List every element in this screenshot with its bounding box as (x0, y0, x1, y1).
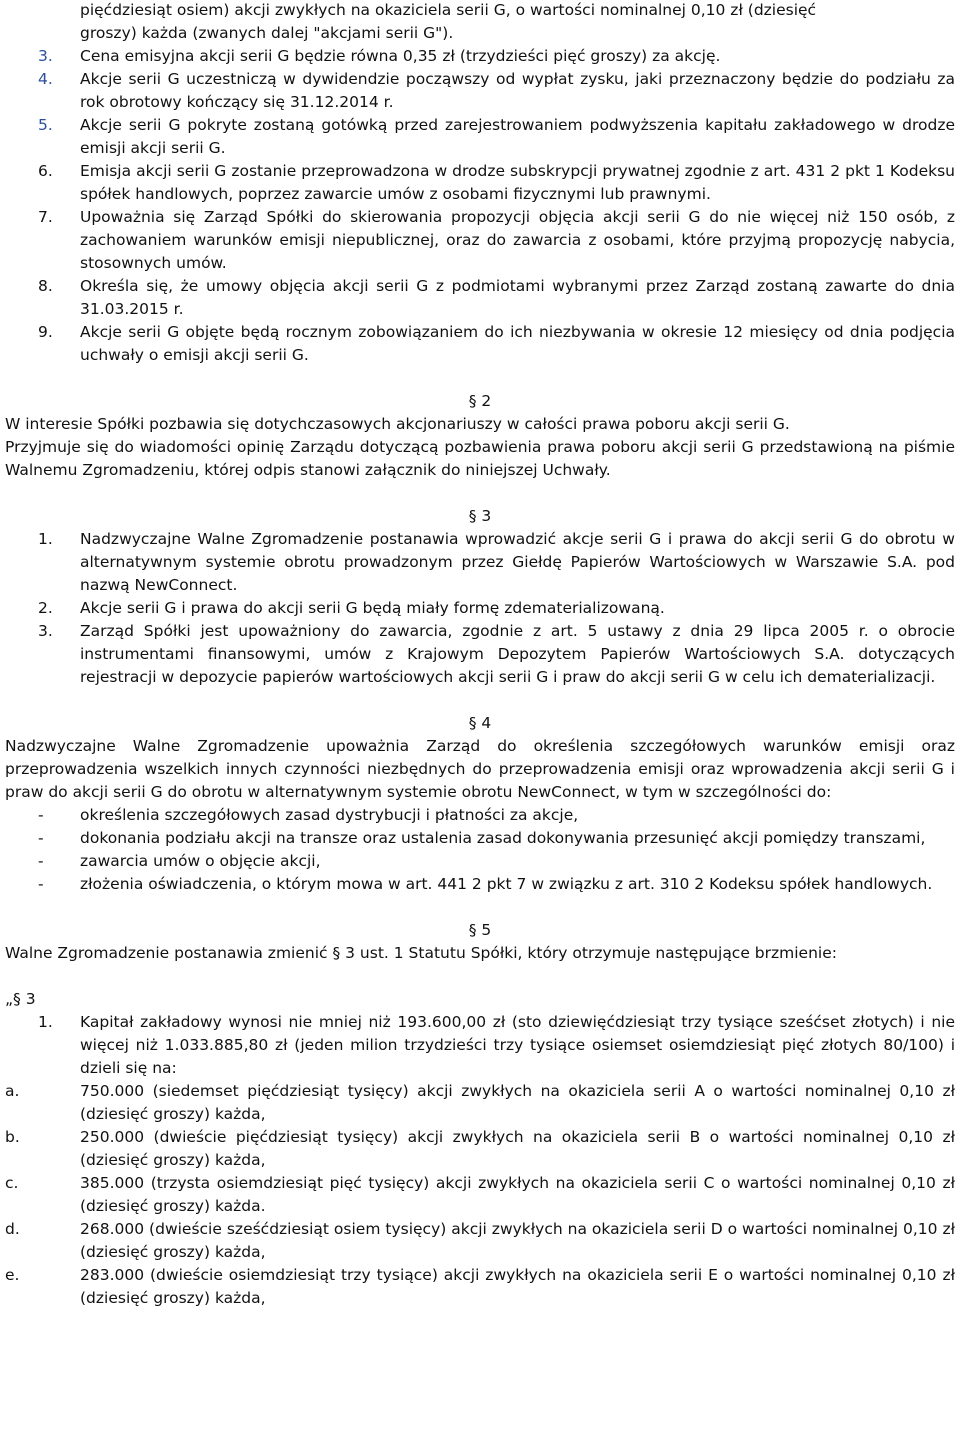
list-item-3 (5, 45, 955, 68)
dash-item-text: określenia szczegółowych zasad dystrybucji i płatności za akcje, (80, 806, 579, 824)
item-text: Emisja akcji serii G zostanie przeprowadzona w drodze subskrypcji prywatnej zgodnie z art. 431 2 pkt 1 Kodeksu spółek handlowych, poprzez zawarcie umów z osobami fizycznymi lub prawnymi. (80, 162, 955, 203)
section-2-paragraph-2: Przyjmuje się do wiadomości opinię Zarządu dotyczącą pozbawienia prawa poboru akcji serii G przedstawioną na piśmie Walnemu Zgromadzeniu, której odpis stanowi załącznik do niniejszej Uchwały. (5, 438, 955, 479)
section-3-item-2 (5, 597, 955, 620)
section-heading-5 (5, 919, 955, 942)
item-text: Nadzwyczajne Walne Zgromadzenie postanawia wprowadzić akcje serii G i prawa do akcji serii G do obrotu w alternatywnym systemie obrotu prowadzonym przez Giełdę Papierów Wartościowych w Warszawie S.A. pod nazwą NewConnect. (80, 530, 955, 594)
list-item-5 (5, 114, 955, 160)
section-heading-4 (5, 712, 955, 735)
item-text: Kapitał zakładowy wynosi nie mniej niż 193.600,00 zł (sto dziewięćdziesiąt trzy tysiące sześćset złotych) i nie więcej niż 1.033.885,80 zł (jeden milion trzydzieści trzy tysiące osiemset osiemdziesiąt pięć złotych 80/100) i dzieli się na: (80, 1013, 955, 1077)
letter-label: e. (5, 1266, 20, 1284)
statute-letter-item-b (5, 1126, 955, 1172)
dash-item: - złożenia oświadczenia, o którym mowa w art. 441 2 pkt 7 w związku z art. 310 2 Kodeksu spółek handlowych. (38, 875, 933, 893)
item-number: 9. (38, 323, 53, 341)
item-number: 3. (38, 622, 53, 640)
item-text: Akcje serii G objęte będą rocznym zobowiązaniem do ich niezbywania w okresie 12 miesięcy od dnia podjęcia uchwały o emisji akcji serii G. (80, 323, 955, 364)
section-mark: § (468, 921, 477, 939)
section-3-item-1 (5, 528, 955, 597)
item-number: 6. (38, 162, 53, 180)
letter-text: 750.000 (siedemset pięćdziesiąt tysięcy) akcji zwykłych na okaziciela serii A o wartości nominalnej 0,10 zł (dziesięć groszy) każda, (80, 1082, 955, 1123)
statute-letter-item-d (5, 1218, 955, 1264)
item-number: 5. (38, 116, 53, 134)
letter-text: 268.000 (dwieście sześćdziesiąt osiem tysięcy) akcji zwykłych na okaziciela serii D o wartości nominalnej 0,10 zł (dziesięć groszy) każda, (80, 1220, 955, 1261)
section-mark: § (468, 392, 477, 410)
item-number: 1. (38, 530, 53, 548)
item-text: Cena emisyjna akcji serii G będzie równa 0,35 zł (trzydzieści pięć groszy) za akcję. (80, 47, 721, 65)
section-number: 5 (481, 921, 492, 939)
continuation-line-2: groszy) każda (zwanych dalej "akcjami serii G"). (80, 24, 454, 42)
section-number: 3 (481, 507, 492, 525)
item-number: 3. (38, 47, 53, 65)
statute-item-1 (5, 1011, 955, 1080)
dash-item: - zawarcia umów o objęcie akcji, (38, 852, 321, 870)
section-heading-2 (5, 390, 955, 413)
statute-letter-item-e (5, 1264, 955, 1310)
list-item-6 (5, 160, 955, 206)
list-item-7 (5, 206, 955, 275)
item-text: Upoważnia się Zarząd Spółki do skierowania propozycji objęcia akcji serii G do nie więcej niż 150 osób, z zachowaniem warunków emisji niepublicznej, oraz do zawarcia z osobami, które przyjmą propozycję nabycia, stosownych umów. (80, 208, 955, 272)
quoted-statute-heading: „§ 3 (5, 990, 36, 1008)
item-text: Akcje serii G pokryte zostaną gotówką przed zarejestrowaniem podwyższenia kapitału zakładowego w drodze emisji akcji serii G. (80, 116, 955, 157)
item-text: Zarząd Spółki jest upoważniony do zawarcia, zgodnie z art. 5 ustawy z dnia 29 lipca 2005 r. o obrocie instrumentami finansowymi, umów z Krajowym Depozytem Papierów Wartościowych S.A. dotyczących rejestracji w depozycie papierów wartościowych akcji serii G i praw do akcji serii G w celu ich dematerializacji. (80, 622, 955, 686)
item-number: 2. (38, 599, 53, 617)
section-3-item-3 (5, 620, 955, 689)
letter-text: 385.000 (trzysta osiemdziesiąt pięć tysięcy) akcji zwykłych na okaziciela serii C o wartości nominalnej 0,10 zł (dziesięć groszy) każda. (80, 1174, 955, 1215)
dash-item: - dokonania podziału akcji na transze oraz ustalenia zasad dokonywania przesunięć akcji pomiędzy transzami, (38, 829, 926, 847)
dash-item-text: dokonania podziału akcji na transze oraz ustalenia zasad dokonywania przesunięć akcji pomiędzy transzami, (80, 829, 926, 847)
section-4-intro: Nadzwyczajne Walne Zgromadzenie upoważnia Zarząd do określenia szczegółowych warunków emisji oraz przeprowadzenia wszelkich innych czynności niezbędnych do przeprowadzenia emisji oraz wprowadzenia akcji serii G i praw do akcji serii G do obrotu w alternatywnym systemie obrotu NewConnect, w tym w szczególności do: (5, 737, 955, 801)
section-heading-3 (5, 505, 955, 528)
letter-text: 283.000 (dwieście osiemdziesiąt trzy tysiące) akcji zwykłych na okaziciela serii E o wartości nominalnej 0,10 zł (dziesięć groszy) każda, (80, 1266, 955, 1307)
section-2-paragraph-1: W interesie Spółki pozbawia się dotychczasowych akcjonariuszy w całości prawa poboru akcji serii G. (5, 415, 790, 433)
document-page (5, 0, 955, 1310)
list-item-9 (5, 321, 955, 367)
section-mark: § (468, 507, 477, 525)
section-number: 4 (481, 714, 492, 732)
list-item-8 (5, 275, 955, 321)
letter-label: c. (5, 1174, 19, 1192)
letter-label: b. (5, 1128, 20, 1146)
continuation-line-1: pięćdziesiąt osiem) akcji zwykłych na okaziciela serii G, o wartości nominalnej 0,10 zł (dziesięć (80, 1, 817, 19)
letter-text: 250.000 (dwieście pięćdziesiąt tysięcy) akcji zwykłych na okaziciela serii B o wartości nominalnej 0,10 zł (dziesięć groszy) każda, (80, 1128, 955, 1169)
dash-item-text: zawarcia umów o objęcie akcji, (80, 852, 321, 870)
list-item-4 (5, 68, 955, 114)
item-number: 7. (38, 208, 53, 226)
dash-item: - określenia szczegółowych zasad dystrybucji i płatności za akcje, (38, 806, 579, 824)
item-number: 8. (38, 277, 53, 295)
item-text: Akcje serii G uczestniczą w dywidendzie począwszy od wypłat zysku, jaki przeznaczony będzie do podziału za rok obrotowy kończący się 31.12.2014 r. (80, 70, 955, 111)
list-item (5, 0, 955, 45)
item-number: 1. (38, 1013, 53, 1031)
item-text: Określa się, że umowy objęcia akcji serii G z podmiotami wybranymi przez Zarząd zostaną zawarte do dnia 31.03.2015 r. (80, 277, 955, 318)
section-number: 2 (481, 392, 492, 410)
letter-label: a. (5, 1082, 20, 1100)
statute-letter-item-a (5, 1080, 955, 1126)
section-mark: § (468, 714, 477, 732)
section-5-intro: Walne Zgromadzenie postanawia zmienić § 3 ust. 1 Statutu Spółki, który otrzymuje następujące brzmienie: (5, 944, 837, 962)
statute-letter-item-c (5, 1172, 955, 1218)
item-text: Akcje serii G i prawa do akcji serii G będą miały formę zdematerializowaną. (80, 599, 665, 617)
letter-label: d. (5, 1220, 20, 1238)
item-number: 4. (38, 70, 53, 88)
dash-item-text: złożenia oświadczenia, o którym mowa w art. 441 2 pkt 7 w związku z art. 310 2 Kodeksu spółek handlowych. (80, 875, 933, 893)
